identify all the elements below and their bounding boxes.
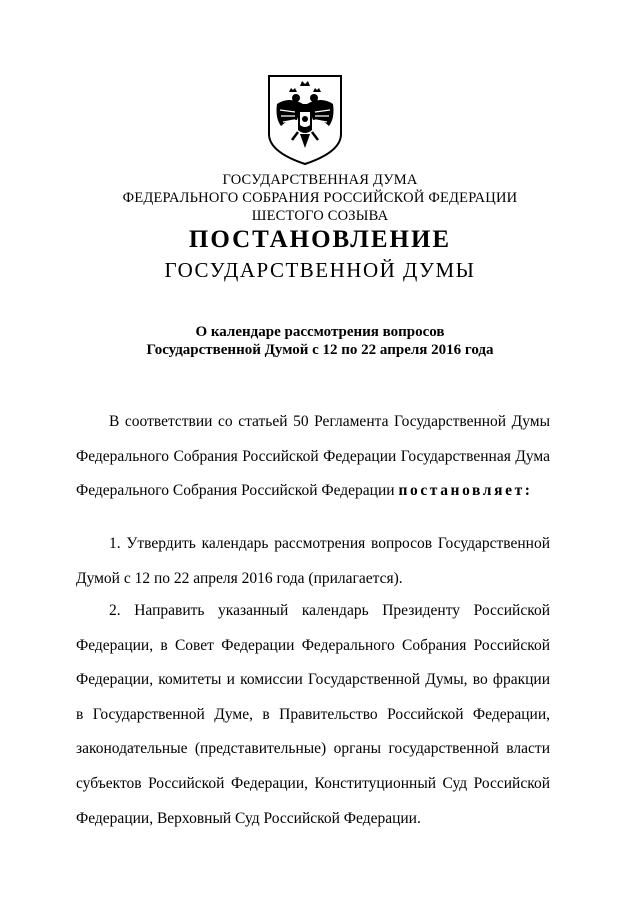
issuer-convocation: ШЕСТОГО СОЗЫВА: [251, 208, 389, 224]
coat-of-arms-icon: [267, 74, 343, 166]
preamble-paragraph: [76, 405, 550, 509]
item-1-paragraph: 1. Утвердить календарь рассмотрения вопросов Государственной Думой с 12 по 22 апреля 2016 года (прилагается).: [76, 535, 550, 587]
issuer-line-1: ГОСУДАРСТВЕННАЯ ДУМА: [222, 172, 418, 188]
preamble-text: В соответствии со статьей 50 Регламента Государственной Думы Федерального Собрания Российской Федерации Государственная Дума Федерального Собрания Российской Федерации: [76, 413, 550, 500]
subject-line-2: Государственной Думой с 12 по 22 апреля 2016 года: [146, 342, 494, 358]
subject-line-1: О календаре рассмотрения вопросов: [195, 324, 445, 340]
document-subtitle: ГОСУДАРСТВЕННОЙ ДУМЫ: [164, 258, 476, 282]
issuer-line-2: ФЕДЕРАЛЬНОГО СОБРАНИЯ РОССИЙСКОЙ ФЕДЕРАЦИИ: [122, 190, 518, 206]
decree-word: постановляет:: [398, 482, 533, 500]
document-title: ПОСТАНОВЛЕНИЕ: [188, 226, 452, 253]
item-2-paragraph: 2. Направить указанный календарь Президенту Российской Федерации, в Совет Федерации Федерального Собрания Российской Федерации, комитеты и комиссии Государственной Думы, во фракции в Государственной Думе, в Правительство Российской Федерации, законодательные (представительные) органы государственной власти субъектов Российской Федерации, Конституционный Суд Российской Федерации, Верховный Суд Российской Федерации.: [76, 602, 550, 827]
